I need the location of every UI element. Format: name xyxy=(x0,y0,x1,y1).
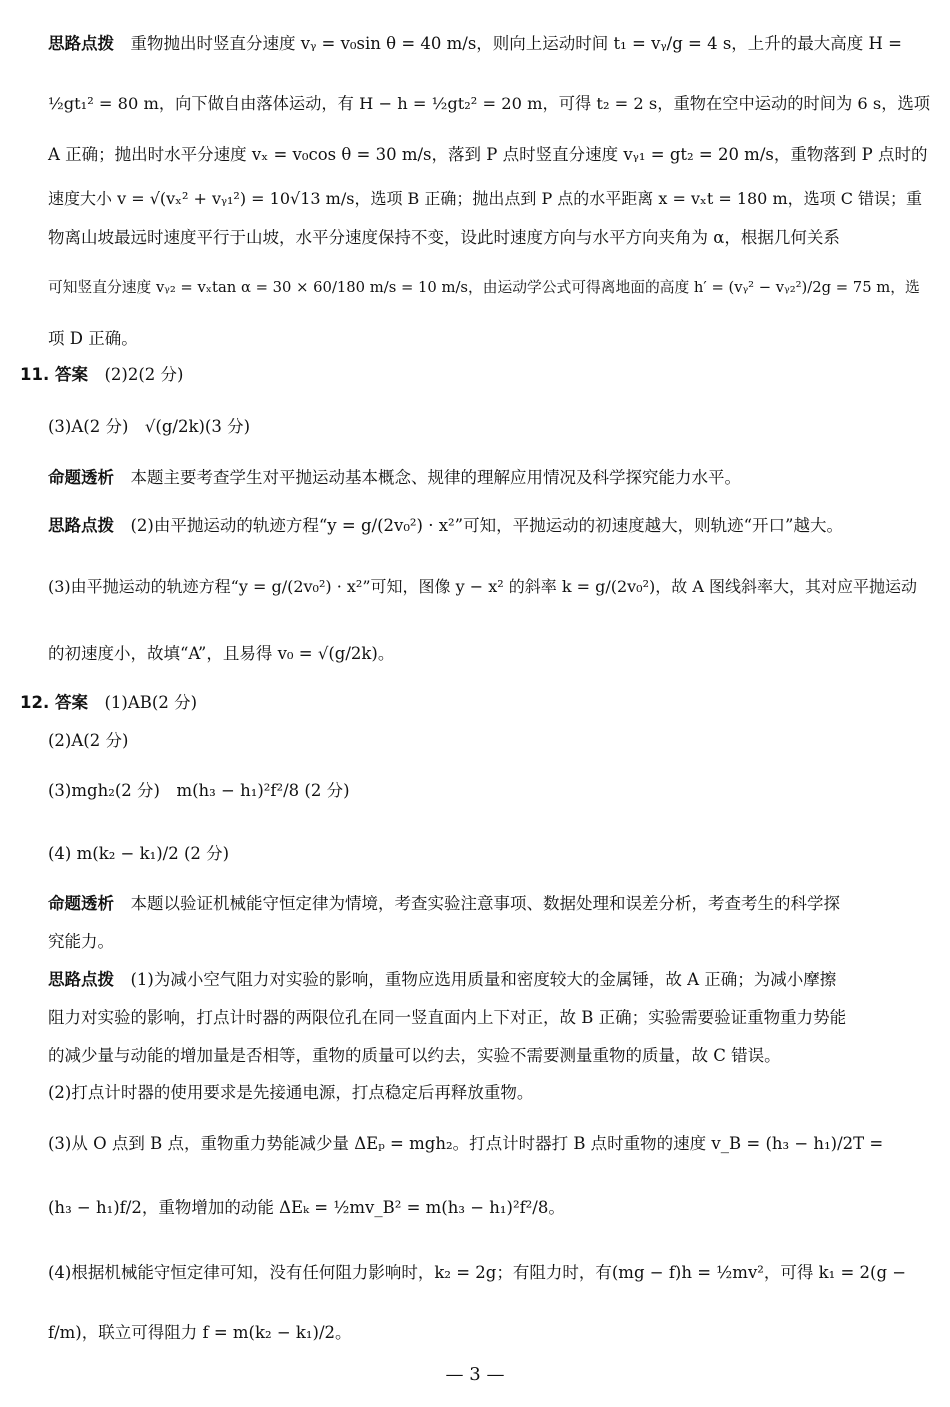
line-text: (2)2(2 分) xyxy=(87,365,184,384)
text-line xyxy=(48,144,927,166)
text-line xyxy=(48,843,229,865)
text-line xyxy=(48,893,840,915)
line-text: 究能力。 xyxy=(48,932,114,951)
line-text: (3)从 O 点到 B 点，重物重力势能减少量 ΔEₚ = mgh₂。打点计时器打 B 点时重物的速度 v_B = (h₃ − h₁)/2T = xyxy=(48,1134,884,1153)
text-line xyxy=(48,1007,846,1029)
text-line xyxy=(48,643,394,665)
text-line xyxy=(48,1322,352,1344)
text-line xyxy=(48,227,840,249)
text-line xyxy=(48,1133,883,1155)
text-line xyxy=(48,576,917,598)
text-line xyxy=(48,416,250,438)
text-line xyxy=(48,515,843,537)
section-label: 思路点拨 xyxy=(48,516,114,535)
text-line xyxy=(48,93,930,115)
line-text: 的初速度小，故填“A”，且易得 v₀ = √(g/2k)。 xyxy=(48,644,395,663)
line-text: (3)由平抛运动的轨迹方程“y = g/(2v₀²) · x²”可知，图像 y − x² 的斜率 k = g/(2v₀²)，故 A 图线斜率大，其对应平抛运动 xyxy=(48,577,917,596)
line-text: A 正确；抛出时水平分速度 vₓ = v₀cos θ = 30 m/s，落到 P 点时竖直分速度 vᵧ₁ = gt₂ = 20 m/s，重物落到 P 点时的 xyxy=(48,145,928,164)
text-line xyxy=(48,33,902,55)
line-text: 重物抛出时竖直分速度 vᵧ = v₀sin θ = 40 m/s，则向上运动时间 t₁ = vᵧ/g = 4 s，上升的最大高度 H = xyxy=(114,34,902,53)
line-text: (4)根据机械能守恒定律可知，没有任何阻力影响时，k₂ = 2g；有阻力时，有(mg − f)h = ½mv²，可得 k₁ = 2(g − xyxy=(48,1263,907,1282)
line-text: (1)AB(2 分) xyxy=(87,693,198,712)
line-text: (2)由平抛运动的轨迹方程“y = g/(2v₀²) · x²”可知，平抛运动的初速度越大，则轨迹“开口”越大。 xyxy=(114,516,843,535)
section-label: 思路点拨 xyxy=(48,34,114,53)
line-text: (3)A(2 分) √(g/2k)(3 分) xyxy=(48,417,251,436)
line-text: 的减少量与动能的增加量是否相等，重物的质量可以约去，实验不需要测量重物的质量，故 C 错误。 xyxy=(48,1046,781,1065)
line-text: ½gt₁² = 80 m，向下做自由落体运动，有 H − h = ½gt₂² = 20 m，可得 t₂ = 2 s，重物在空中运动的时间为 6 s，选项 xyxy=(48,94,931,113)
section-label: 命题透析 xyxy=(48,894,114,913)
text-line xyxy=(48,328,138,350)
line-text: 速度大小 v = √(vₓ² + vᵧ₁²) = 10√13 m/s，选项 B 正确；抛出点到 P 点的水平距离 x = vₓt = 180 m，选项 C 错误；重 xyxy=(48,189,923,208)
text-line xyxy=(48,467,741,489)
line-text: f/m)，联立可得阻力 f = m(k₂ − k₁)/2。 xyxy=(48,1323,352,1342)
line-text: 可知竖直分速度 vᵧ₂ = vₓtan α = 30 × 60/180 m/s = 10 m/s，由运动学公式可得离地面的高度 h′ = (vᵧ² − vᵧ₂²)/2g = 75 m，选 xyxy=(48,279,920,296)
line-text: (2)打点计时器的使用要求是先接通电源，打点稳定后再释放重物。 xyxy=(48,1083,534,1102)
text-line xyxy=(48,730,128,752)
text-line xyxy=(48,1262,906,1284)
section-label: 思路点拨 xyxy=(48,970,114,989)
line-text: 本题主要考查学生对平抛运动基本概念、规律的理解应用情况及科学探究能力水平。 xyxy=(114,468,741,487)
section-label: 12. 答案 xyxy=(20,693,88,712)
text-line xyxy=(20,692,197,714)
text-line xyxy=(48,188,922,210)
text-line xyxy=(48,969,836,991)
text-line xyxy=(48,1197,565,1219)
text-line xyxy=(48,1045,781,1067)
line-text: (2)A(2 分) xyxy=(48,731,129,750)
text-line xyxy=(20,364,183,386)
line-text: (4) m(k₂ − k₁)/2 (2 分) xyxy=(48,844,230,863)
text-line xyxy=(48,1082,533,1104)
line-text: 阻力对实验的影响，打点计时器的两限位孔在同一竖直面内上下对正，故 B 正确；实验需要验证重物重力势能 xyxy=(48,1008,847,1027)
section-label: 命题透析 xyxy=(48,468,114,487)
section-label: 11. 答案 xyxy=(20,365,88,384)
line-text: (3)mgh₂(2 分) m(h₃ − h₁)²f²/8 (2 分) xyxy=(48,781,350,800)
page-number: — 3 — xyxy=(445,1364,505,1385)
line-text: 物离山坡最远时速度平行于山坡，水平分速度保持不变，设此时速度方向与水平方向夹角为 α，根据几何关系 xyxy=(48,228,840,247)
line-text: (h₃ − h₁)f/2，重物增加的动能 ΔEₖ = ½mv_B² = m(h₃ − h₁)²f²/8。 xyxy=(48,1198,565,1217)
text-line xyxy=(48,277,920,299)
line-text: 本题以验证机械能守恒定律为情境，考查实验注意事项、数据处理和误差分析，考查考生的科学探 xyxy=(114,894,840,913)
text-line xyxy=(48,931,114,953)
line-text: 项 D 正确。 xyxy=(48,329,138,348)
line-text: (1)为减小空气阻力对实验的影响，重物应选用质量和密度较大的金属锤，故 A 正确；为减小摩擦 xyxy=(114,970,837,989)
text-line xyxy=(48,780,350,802)
